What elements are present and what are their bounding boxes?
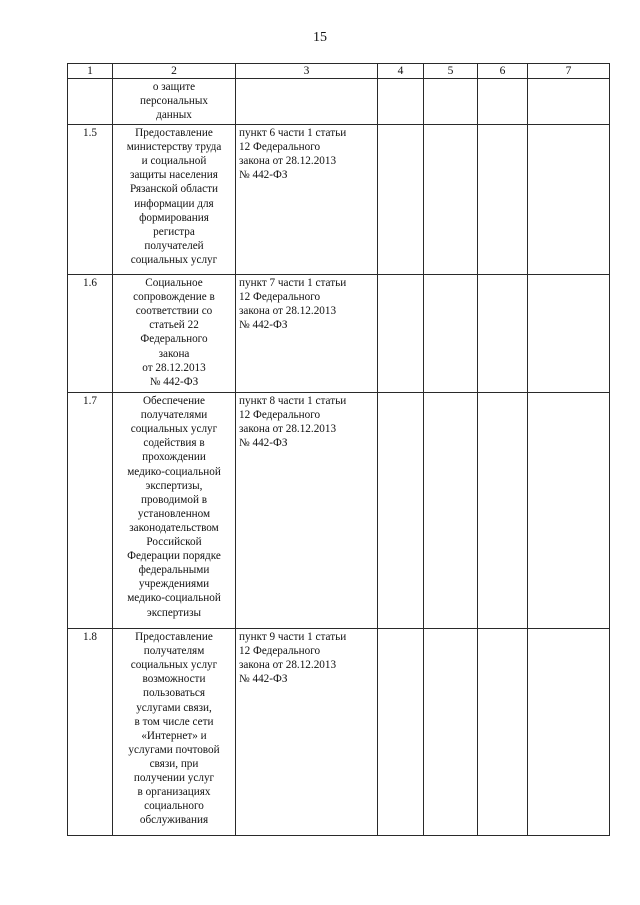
table-cell xyxy=(424,125,478,275)
table-cell xyxy=(378,275,424,393)
table-row xyxy=(68,125,610,275)
column-number: 6 xyxy=(478,64,528,79)
service-name-cell xyxy=(113,125,236,275)
service-name: Предоставление получателям социальных услуг возможности пользоваться услугами связи, в том числе сети «Интернет» и услугами почтовой связи, при получении услуг в организациях социального обслуживания xyxy=(128,631,220,827)
table-cell xyxy=(478,275,528,393)
legal-basis-cell xyxy=(236,79,378,125)
table-cell xyxy=(378,125,424,275)
services-table xyxy=(67,63,610,836)
column-number: 1 xyxy=(68,64,113,79)
legal-basis: пункт 8 части 1 статьи 12 Федерального закона от 28.12.2013 № 442-ФЗ xyxy=(239,395,347,450)
table-row xyxy=(68,275,610,393)
column-number: 7 xyxy=(528,64,610,79)
row-number: 1.6 xyxy=(68,275,113,393)
legal-basis-cell xyxy=(236,125,378,275)
column-number: 4 xyxy=(378,64,424,79)
table-cell xyxy=(378,629,424,836)
legal-basis-cell xyxy=(236,393,378,629)
table-cell xyxy=(424,393,478,629)
table-cell xyxy=(478,125,528,275)
column-number: 3 xyxy=(236,64,378,79)
row-number: 1.7 xyxy=(68,393,113,629)
table-cell xyxy=(528,393,610,629)
service-name: Предоставление министерству труда и социальной защиты населения Рязанской области информации для формирования регистра получателей социальных услуг xyxy=(126,127,222,266)
table-cell xyxy=(424,79,478,125)
table-cell xyxy=(528,629,610,836)
legal-basis: пункт 9 части 1 статьи 12 Федерального закона от 28.12.2013 № 442-ФЗ xyxy=(239,631,347,686)
row-number: 1.5 xyxy=(68,125,113,275)
column-number: 5 xyxy=(424,64,478,79)
table-row xyxy=(68,79,610,125)
table-row xyxy=(68,393,610,629)
legal-basis: пункт 6 части 1 статьи 12 Федерального закона от 28.12.2013 № 442-ФЗ xyxy=(239,127,347,182)
table-cell xyxy=(478,393,528,629)
page-number: 15 xyxy=(313,30,327,45)
table-cell xyxy=(528,125,610,275)
table-cell xyxy=(528,275,610,393)
table-cell xyxy=(478,79,528,125)
table-cell xyxy=(424,629,478,836)
service-name: Обеспечение получателями социальных услуг содействия в прохождении медико-социальной экспертизы, проводимой в установленном законодательством Российской Федерации порядке федеральными учреждениями медико-социальной экспертизы xyxy=(127,395,221,619)
column-number-row xyxy=(68,64,610,79)
service-name: Социальное сопровождение в соответствии со статьей 22 Федерального закона от 28.12.2013 № 442-ФЗ xyxy=(133,277,215,388)
service-name-cell xyxy=(113,629,236,836)
service-name-cell xyxy=(113,79,236,125)
table-cell xyxy=(528,79,610,125)
row-number xyxy=(68,79,113,125)
table-row xyxy=(68,629,610,836)
table-cell xyxy=(378,79,424,125)
legal-basis: пункт 7 части 1 статьи 12 Федерального закона от 28.12.2013 № 442-ФЗ xyxy=(239,277,347,332)
table-cell xyxy=(378,393,424,629)
table-cell xyxy=(478,629,528,836)
legal-basis-cell xyxy=(236,275,378,393)
legal-basis-cell xyxy=(236,629,378,836)
column-number: 2 xyxy=(113,64,236,79)
service-name-cell xyxy=(113,393,236,629)
service-name: о защите персональных данных xyxy=(140,81,208,122)
row-number: 1.8 xyxy=(68,629,113,836)
table-cell xyxy=(424,275,478,393)
service-name-cell xyxy=(113,275,236,393)
